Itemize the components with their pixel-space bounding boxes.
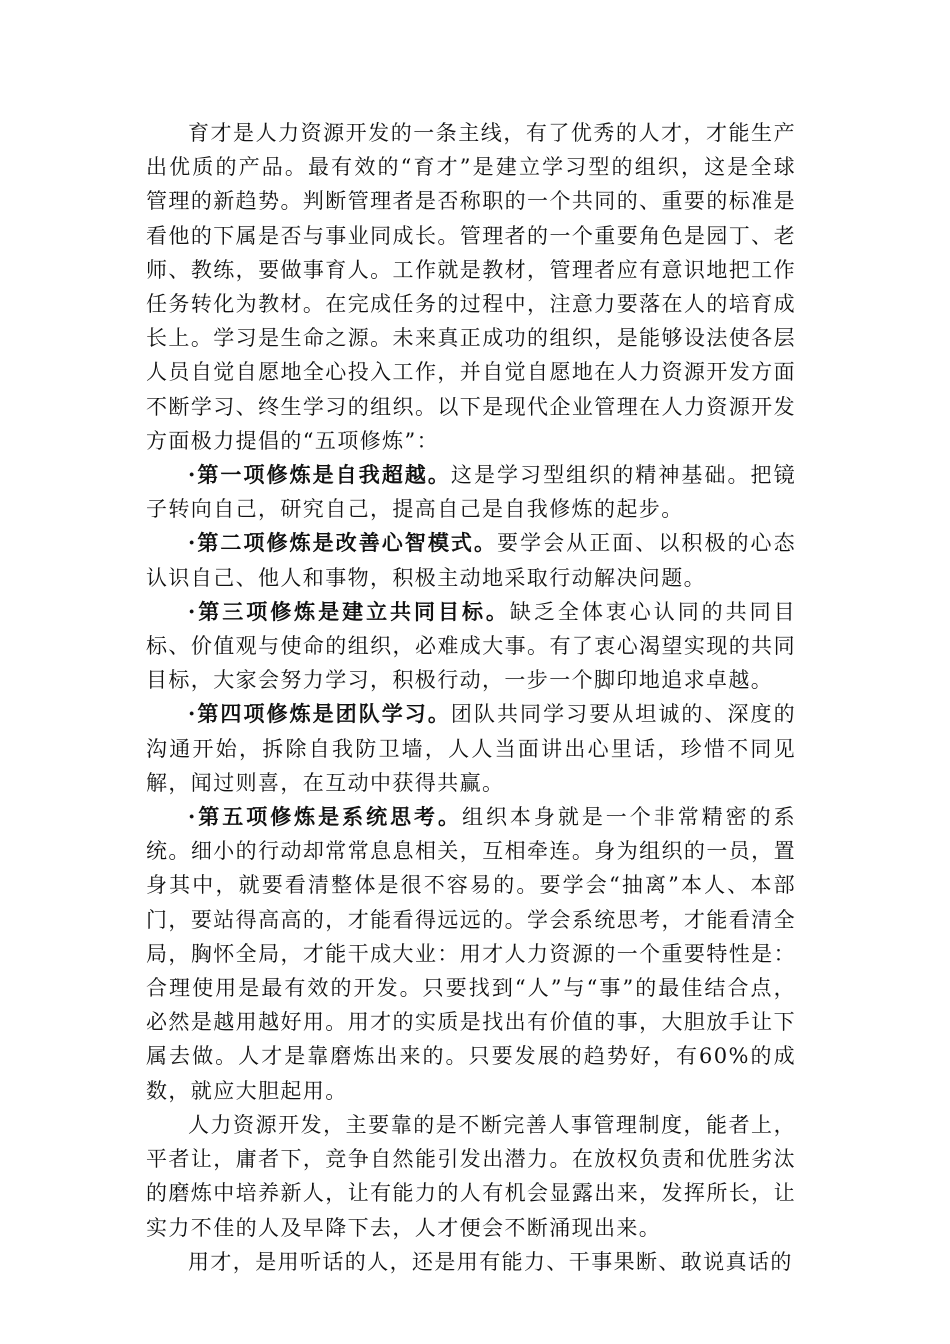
discipline-item-2 <box>146 526 796 594</box>
discipline-text: 组织本身就是一个非常精密的系统。细小的行动却常常息息相关，互相牵连。身为组织的一员，置身其中，就要看清整体是很不容易的。要学会“抽离”本人、本部门，要站得高高的，才能看得远远的。学会系统思考，才能看清全局，胸怀全局，才能干成大业：用才人力资源的一个重要特性是：合理使用是最有效的开发。只要找到“人”与“事”的最佳结合点，必然是越用越好用。用才的实质是找出有价值的事，大胆放手让下属去做。人才是靠磨炼出来的。只要发展的趋势好，有60%的成数，就应大胆起用。 <box>146 805 796 1103</box>
talent-usage-paragraph: 用才，是用听话的人，还是用有能力、干事果断、敢说真话的 <box>188 1249 793 1274</box>
document-body <box>146 116 796 1279</box>
discipline-item-4 <box>146 697 796 800</box>
discipline-title: 第三项修炼是建立共同目标。 <box>196 598 510 624</box>
discipline-title: 第二项修炼是改善心智模式。 <box>196 530 498 556</box>
discipline-title: 第四项修炼是团队学习。 <box>196 701 451 727</box>
discipline-item-5 <box>146 800 796 1108</box>
discipline-item-3 <box>146 595 796 698</box>
bullet-icon: · <box>188 530 197 556</box>
bullet-icon: · <box>188 462 197 488</box>
bullet-icon: · <box>188 804 197 830</box>
discipline-title: 第五项修炼是系统思考。 <box>196 804 462 830</box>
discipline-item-1 <box>146 458 796 526</box>
discipline-text: 这是学习型组织的精神基础。把镜子转向自己，研究自己，提高自己是自我修炼的起步。 <box>146 463 796 522</box>
discipline-title: 第一项修炼是自我超越。 <box>196 462 451 488</box>
discipline-text: 团队共同学习要从坦诚的、深度的沟通开始，拆除自我防卫墙，人人当面讲出心里话，珍惜不同见解，闻过则喜，在互动中获得共赢。 <box>146 702 796 795</box>
discipline-text: 要学会从正面、以积极的心态认识自己、他人和事物，积极主动地采取行动解决问题。 <box>146 531 797 590</box>
intro-paragraph: 育才是人力资源开发的一条主线，有了优秀的人才，才能生产出优质的产品。最有效的“育才”是建立学习型的组织，这是全球管理的新趋势。判断管理者是否称职的一个共同的、重要的标准是看他的下属是否与事业同成长。管理者的一个重要角色是园丁、老师、教练，要做事育人。工作就是教材，管理者应有意识地把工作任务转化为教材。在完成任务的过程中，注意力要落在人的培育成长上。学习是生命之源。未来真正成功的组织，是能够设法使各层人员自觉自愿地全心投入工作，并自觉自愿地在人力资源开发方面不断学习、终生学习的组织。以下是现代企业管理在人力资源开发方面极力提倡的“五项修炼”： <box>146 121 796 453</box>
bullet-icon: · <box>188 701 197 727</box>
hr-development-paragraph: 人力资源开发，主要靠的是不断完善人事管理制度，能者上，平者让，庸者下，竞争自然能引发出潜力。在放权负责和优胜劣汰的磨炼中培养新人，让有能力的人有机会显露出来，发挥所长，让实力不佳的人及早降下去，人才便会不断涌现出来。 <box>146 1112 796 1240</box>
bullet-icon: · <box>188 598 197 624</box>
discipline-text: 缺乏全体衷心认同的共同目标、价值观与使命的组织，必难成大事。有了衷心渴望实现的共同目标，大家会努力学习，积极行动，一步一个脚印地追求卓越。 <box>146 599 796 693</box>
